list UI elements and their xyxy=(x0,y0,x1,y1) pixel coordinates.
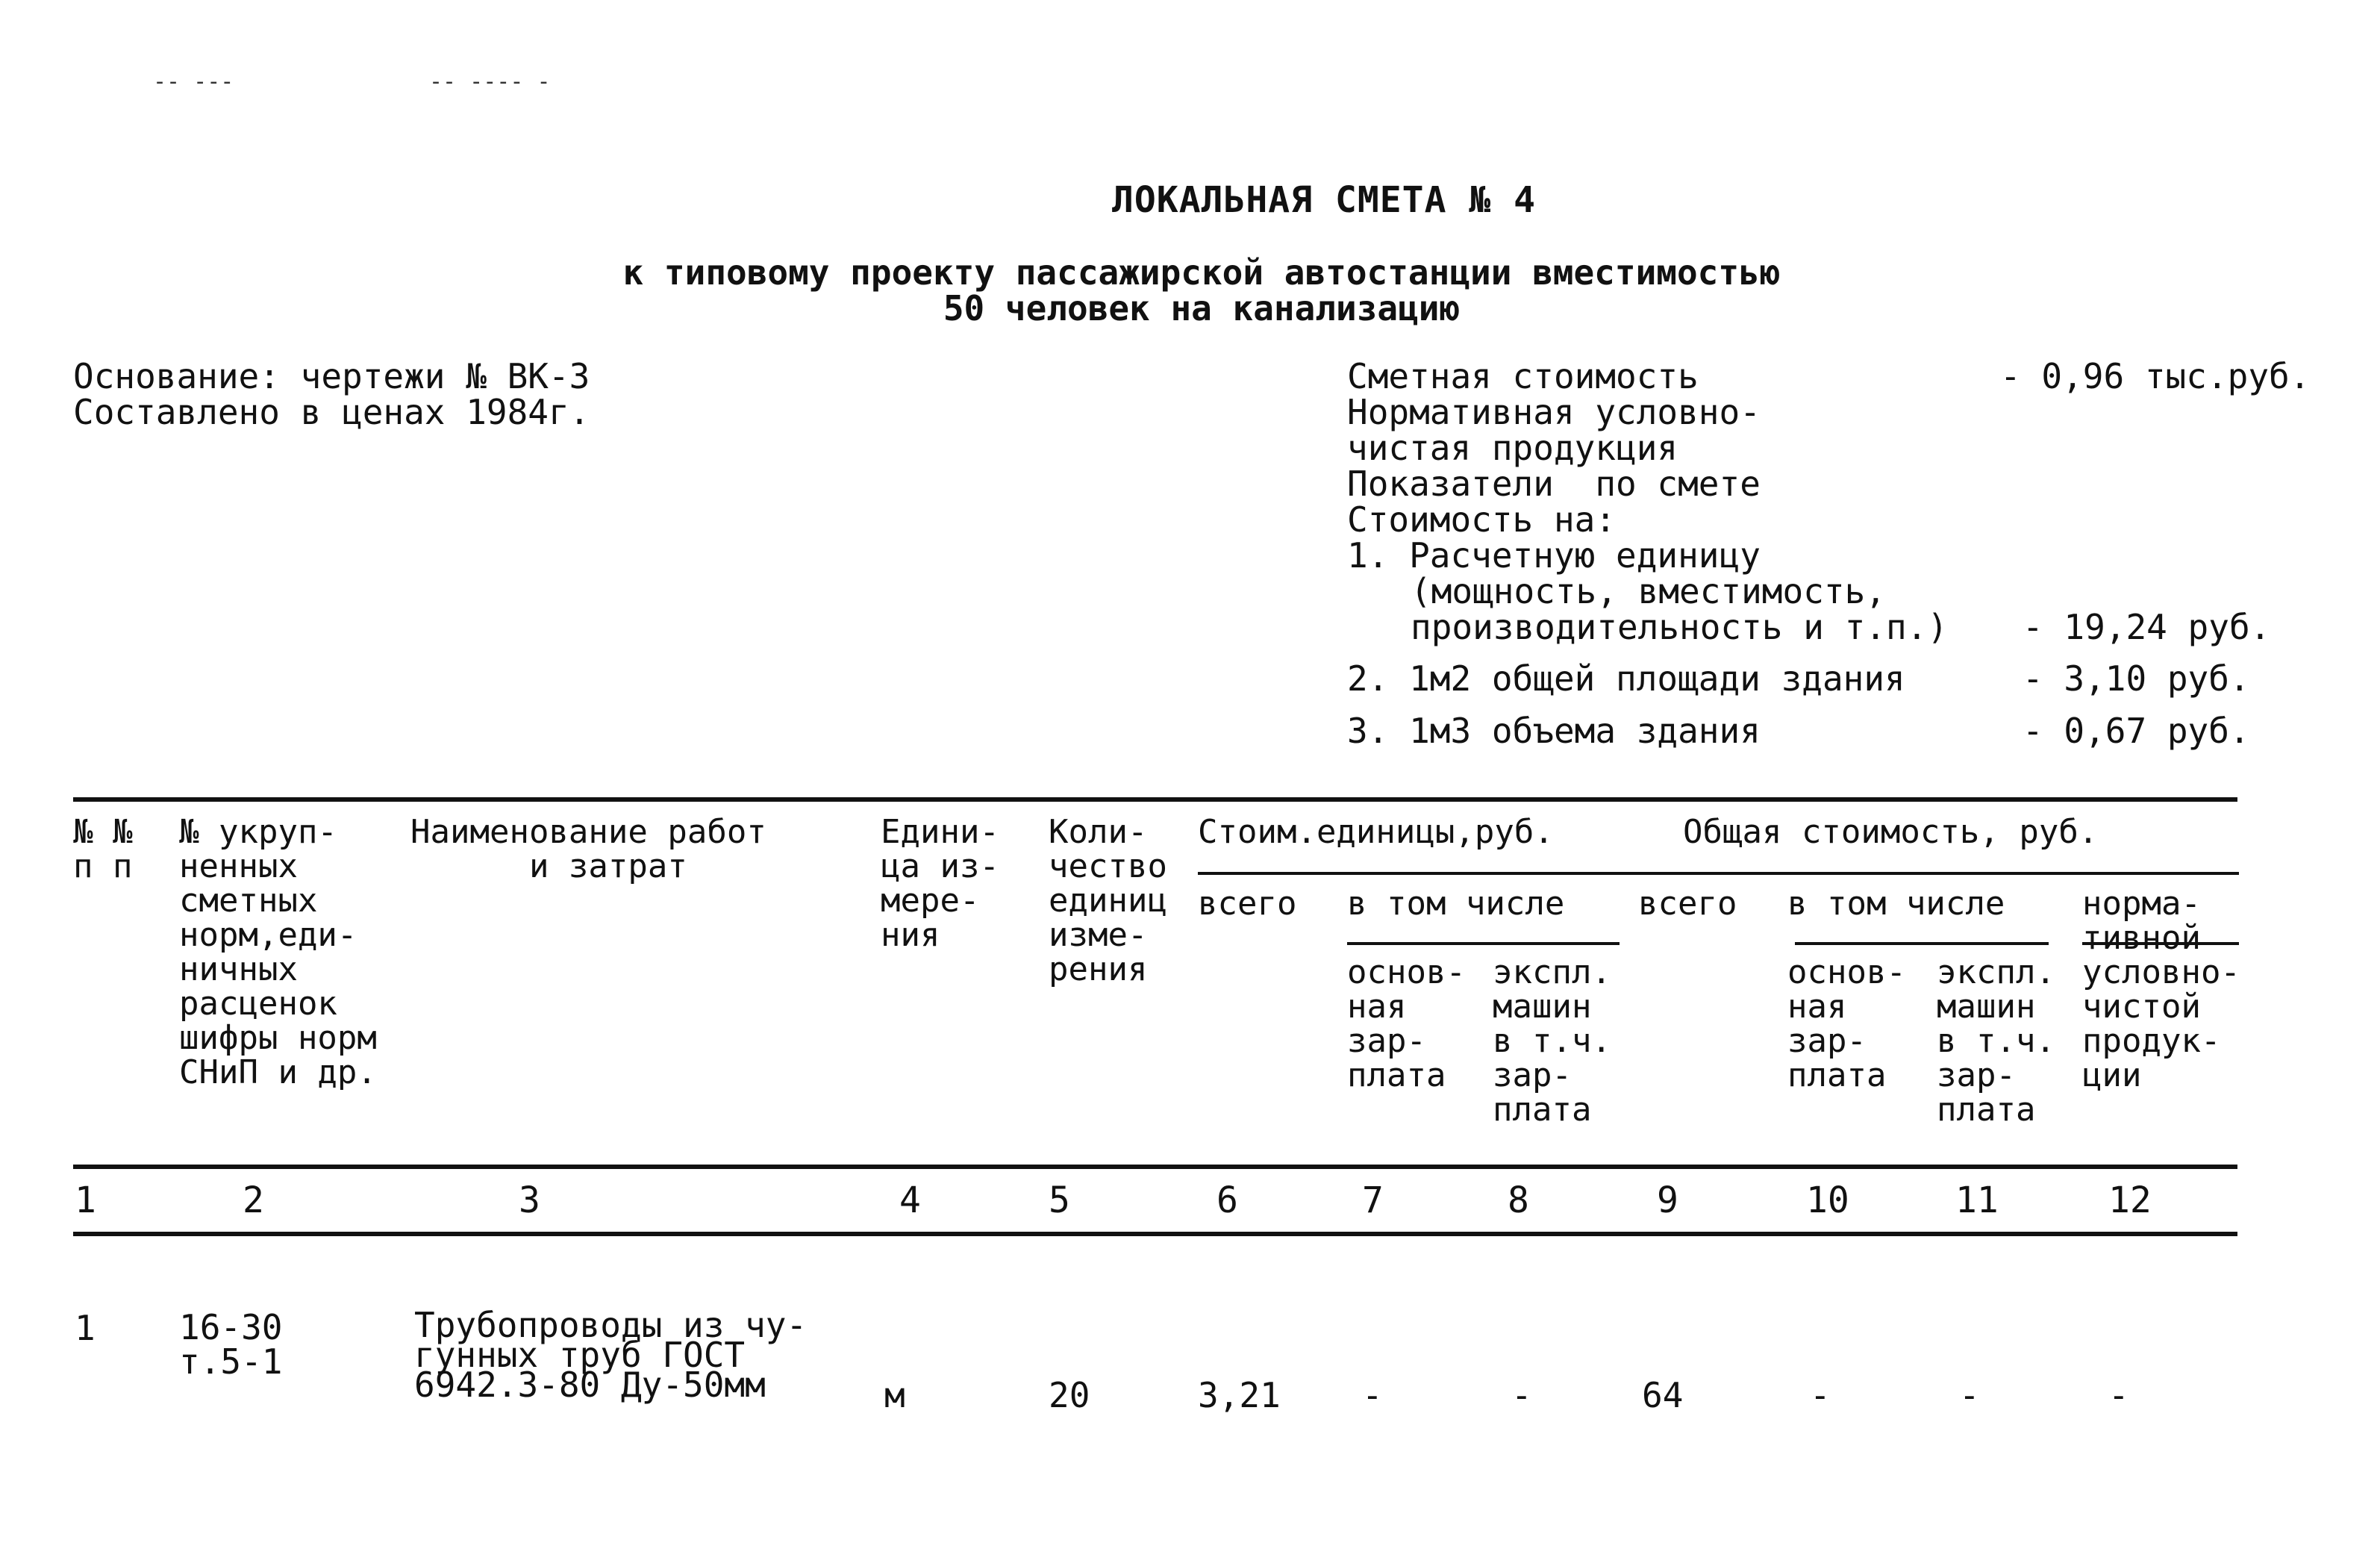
header-col1: № № п п xyxy=(73,813,133,885)
volume-value: - 0,67 руб. xyxy=(2023,711,2250,751)
row-quantity: 20 xyxy=(1049,1375,1090,1415)
row-total: 64 xyxy=(1642,1375,1684,1415)
column-number: 4 xyxy=(899,1179,921,1221)
row-work-name: Трубопроводы из чу- гунных труб ГОСТ 6942.3-80 Ду-50мм xyxy=(414,1305,808,1405)
row-unit-total: 3,21 xyxy=(1198,1375,1281,1415)
table-top-rule xyxy=(73,797,2237,802)
total-incl-rule xyxy=(1795,942,2049,945)
column-number: 5 xyxy=(1049,1179,1070,1221)
numbers-bottom-rule xyxy=(73,1232,2237,1236)
indicators-label: Показатели по смете xyxy=(1347,464,1761,504)
column-number: 3 xyxy=(519,1179,540,1221)
area-value: - 3,10 руб. xyxy=(2023,658,2250,699)
estimated-cost-value: - 0,96 тыс.руб. xyxy=(2000,356,2311,396)
top-fragment-left: -- --- xyxy=(153,69,234,95)
header-col3: Наименование работ и затрат xyxy=(410,813,766,885)
normative-line2: чистая продукция xyxy=(1347,428,1678,468)
unit-line1: 1. Расчетную единицу xyxy=(1347,535,1761,576)
column-number: 7 xyxy=(1362,1179,1384,1221)
column-number: 6 xyxy=(1216,1179,1238,1221)
header-col5: Коли- чество единиц изме- рения xyxy=(1049,813,1167,988)
top-fragment-right: -- ---- - xyxy=(429,69,551,95)
header-col7: основ- ная зар- плата xyxy=(1347,953,1466,1094)
row-normative: - xyxy=(2108,1375,2129,1415)
header-col12: норма- тивной условно- чистой продук- ции xyxy=(2082,885,2240,1094)
column-number: 10 xyxy=(1806,1179,1849,1221)
column-number: 12 xyxy=(2108,1179,2152,1221)
basis-line2: Составлено в ценах 1984г. xyxy=(73,392,590,432)
header-col4: Едини- ца из- мере- ния xyxy=(881,813,999,954)
row-unit-wage: - xyxy=(1362,1375,1383,1415)
header-total-cost-group: Общая стоимость, руб. xyxy=(1683,813,2099,851)
header-bottom-rule xyxy=(73,1165,2237,1169)
document-title: ЛОКАЛЬНАЯ СМЕТА № 4 xyxy=(1112,179,1537,221)
column-number: 1 xyxy=(75,1179,96,1221)
header-col11: экспл. машин в т.ч. зар- плата xyxy=(1937,953,2055,1129)
row-unit: м xyxy=(884,1375,905,1415)
row-number: 1 xyxy=(75,1308,96,1348)
header-col10: основ- ная зар- плата xyxy=(1787,953,1906,1094)
row-norm-code: 16-30 т.5-1 xyxy=(179,1307,283,1382)
column-number: 2 xyxy=(243,1179,264,1221)
unit-line2: (мощность, вместимость, xyxy=(1411,571,1886,611)
document-subtitle-line1: к типовому проекту пассажирской автостанции вместимостью xyxy=(622,252,1781,293)
header-total-incl: в том числе xyxy=(1787,885,2005,923)
header-col9: всего xyxy=(1638,885,1737,923)
header-unit-cost-group: Стоим.единицы,руб. xyxy=(1198,813,1554,851)
column-number: 8 xyxy=(1508,1179,1529,1221)
unit-line3: производительность и т.п.) xyxy=(1411,607,1949,647)
unit-value: - 19,24 руб. xyxy=(2023,607,2271,647)
normative-line1: Нормативная условно- xyxy=(1347,392,1761,432)
row-total-machines: - xyxy=(1959,1375,1980,1415)
document-subtitle-line2: 50 человек на канализацию xyxy=(943,288,1461,328)
column-number: 11 xyxy=(1955,1179,1999,1221)
header-col2: № укруп- ненных сметных норм,еди- ничных расценок шифры норм СНиП и др. xyxy=(179,813,377,1091)
area-label: 2. 1м2 общей площади здания xyxy=(1347,658,1905,699)
header-col8: экспл. машин в т.ч. зар- плата xyxy=(1493,953,1611,1129)
basis-line1: Основание: чертежи № ВК-3 xyxy=(73,356,590,396)
header-col6: всего xyxy=(1198,885,1297,923)
cost-per-label: Стоимость на: xyxy=(1347,499,1617,540)
estimated-cost-label: Сметная стоимость xyxy=(1347,356,1699,396)
cost-group-rule xyxy=(1198,872,2239,875)
column-number: 9 xyxy=(1657,1179,1678,1221)
row-unit-machines: - xyxy=(1511,1375,1532,1415)
header-unit-incl: в том числе xyxy=(1347,885,1565,923)
volume-label: 3. 1м3 объема здания xyxy=(1347,711,1761,751)
row-total-wage: - xyxy=(1810,1375,1831,1415)
unit-incl-rule xyxy=(1347,942,1620,945)
